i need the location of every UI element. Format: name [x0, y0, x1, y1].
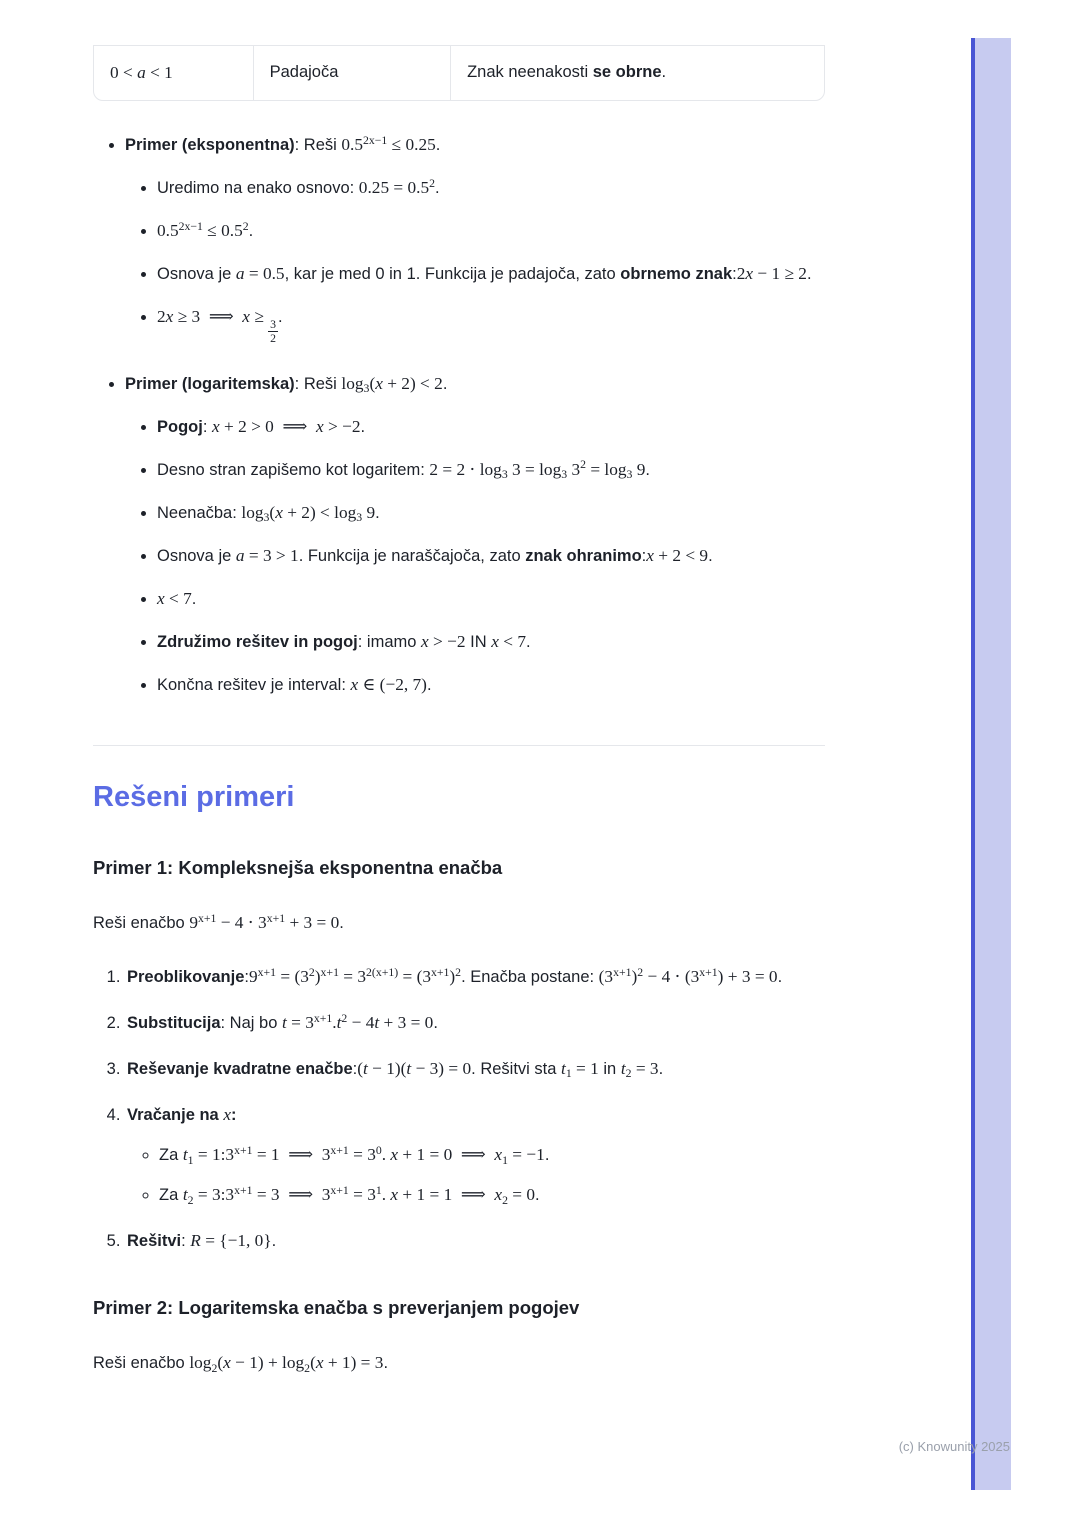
list-item	[125, 1009, 825, 1037]
math-text: t	[363, 1059, 368, 1079]
list-item	[157, 542, 825, 570]
math-text: + 2 < 9	[653, 545, 709, 565]
math-text: (	[217, 1353, 224, 1373]
math-text: t	[336, 1013, 342, 1033]
math-text: ≤ 0.25	[387, 135, 436, 155]
text-run: .	[271, 1232, 277, 1251]
math-text: x	[165, 307, 174, 327]
list-item	[157, 671, 825, 699]
text-run: .	[806, 265, 812, 284]
math-text: t	[281, 1013, 287, 1033]
text-run: znak ohranimo	[525, 546, 642, 565]
numbered-list	[93, 963, 825, 1255]
list-item	[125, 370, 825, 700]
fraction: $\frac{3}{2}$	[270, 317, 277, 346]
text-run: .	[435, 179, 440, 198]
math-text: − 1)(	[367, 1059, 407, 1079]
paragraph	[93, 1349, 825, 1377]
math-text: x	[157, 589, 165, 609]
text-run: : Naj bo	[220, 1014, 282, 1033]
math-text: + $2) < \log_3$	[282, 502, 363, 525]
subsection-heading	[93, 853, 825, 883]
text-run: .	[708, 546, 713, 565]
math-text: x	[494, 1185, 503, 1205]
math-text: < 7	[498, 632, 526, 652]
math-text: .	[332, 1013, 337, 1033]
list-item	[125, 963, 825, 991]
math-text: $0.25 = 0.5^2$	[358, 176, 436, 198]
math-text: + 2) < 2	[382, 373, 443, 393]
list-item	[157, 217, 825, 245]
text-run: se obrne	[592, 63, 662, 81]
math-text: t	[561, 1059, 566, 1079]
text-run: :	[202, 417, 212, 436]
math-text: $0.5^{2x-1}$	[157, 219, 203, 241]
math-text: x	[390, 1185, 399, 1205]
text-run: Neenačba:	[157, 503, 242, 522]
math-text: $3 = \log_3$	[507, 459, 568, 482]
math-text: a	[235, 545, 245, 565]
math-text: − 4	[347, 1013, 375, 1033]
text-run: .	[661, 63, 667, 81]
list-item	[125, 1227, 825, 1255]
text-run: IN	[465, 633, 492, 652]
footer-credit: (c) Knowunity 2025	[898, 1439, 1010, 1454]
math-text: = $\log_3$	[586, 459, 633, 482]
text-run: Reševanje kvadratne enačbe	[127, 1060, 353, 1079]
text-run: Pogoj	[157, 417, 203, 436]
math-text: = {−1, 0}	[200, 1231, 272, 1251]
math-text: (	[357, 1059, 363, 1079]
math-text: = 3 > 1	[244, 545, 299, 565]
math-text: x	[494, 1145, 503, 1165]
list-item	[159, 1141, 825, 1169]
math-text: x	[212, 416, 220, 436]
math-text: + 3 = 0	[285, 912, 340, 932]
text-run: .	[383, 1354, 389, 1373]
math-text: x	[745, 264, 754, 284]
math-text: 2	[736, 264, 746, 284]
text-run: Preoblikovanje	[127, 968, 245, 987]
text-run: .	[375, 503, 380, 522]
list-item	[157, 174, 825, 202]
text-run: : Reši	[294, 136, 342, 155]
text-run: Primer 1: Kompleksnejša eksponentna enačba	[93, 857, 503, 878]
list-item	[125, 131, 825, 346]
math-text: 1	[565, 1067, 572, 1081]
math-text: ($3^{x+1}$	[598, 965, 632, 987]
math-text: ) + 3 = 0	[717, 967, 778, 987]
text-run: Za	[159, 1146, 183, 1165]
math-text: − $1) + \log_2$	[230, 1353, 311, 1375]
text-run: Končna rešitev je interval:	[157, 676, 351, 695]
math-text: = 1 ⟹ $3^{x+1}$	[252, 1143, 349, 1165]
math-text: $9^{x+1}$	[248, 965, 277, 987]
text-run: in	[598, 1060, 621, 1079]
text-run: Rešeni primeri	[93, 781, 295, 814]
math-text: x	[390, 1145, 399, 1165]
section-heading	[93, 780, 825, 815]
list-item	[159, 1181, 825, 1209]
text-run: .	[658, 1060, 664, 1079]
text-run: : Reši	[294, 374, 342, 393]
math-text: 2	[502, 1193, 508, 1207]
math-text: = $3^{2(x+1)}$	[338, 965, 399, 987]
table-row	[93, 45, 825, 101]
math-text: 9	[362, 502, 376, 522]
math-text: x	[375, 373, 383, 393]
math-text: 2	[187, 1193, 194, 1207]
text-run: . Rešitvi sta	[471, 1060, 562, 1079]
text-run: Osnova je	[157, 265, 236, 284]
text-run: .	[278, 308, 283, 327]
math-text: ≥ 3 ⟹	[173, 307, 243, 327]
page-edge-stripe	[975, 38, 1011, 1490]
list-item	[157, 585, 825, 613]
math-text: = $3^{x+1}$	[286, 1011, 333, 1033]
text-run: Primer 2: Logaritemska enačba s preverjanjem pogojev	[93, 1297, 580, 1319]
list-item	[157, 303, 825, 345]
table-cell	[94, 46, 253, 100]
text-run: .	[535, 1186, 540, 1205]
text-run: .	[442, 374, 448, 393]
math-text: = ($3^{x+1}$	[398, 965, 450, 987]
text-run: Uredimo na enako osnovo:	[157, 179, 359, 198]
math-text: x	[223, 1353, 231, 1373]
text-run: :	[181, 1232, 191, 1251]
text-run: . Enačba postane:	[461, 968, 599, 987]
math-text: > −2	[428, 632, 466, 652]
math-text: = $1:3^{x+1}$	[193, 1143, 253, 1165]
math-text: t	[406, 1059, 412, 1079]
math-text: = 0	[507, 1185, 536, 1205]
math-text: − $4 \cdot 3^{x+1}$	[216, 911, 286, 932]
text-run: .	[645, 460, 651, 479]
math-text: − 3) = 0	[411, 1059, 472, 1079]
text-run: obrnemo znak	[620, 265, 733, 284]
text-run: Reši enačbo	[93, 913, 190, 932]
list-item	[157, 499, 825, 527]
text-run: Za	[159, 1186, 183, 1205]
text-run: .	[360, 417, 366, 436]
text-run: .	[191, 590, 197, 609]
list-item	[157, 628, 825, 656]
text-run: .	[526, 633, 531, 652]
table-cell	[450, 46, 824, 100]
math-text: )$^{x+1}$	[314, 965, 339, 987]
math-text: t	[182, 1185, 188, 1205]
list-item	[125, 1055, 825, 1083]
math-text: = 3 ⟹ $3^{x+1}$	[252, 1183, 349, 1205]
math-text: a	[137, 63, 146, 82]
table-cell	[253, 46, 450, 100]
math-text: = $3^1$	[348, 1183, 382, 1205]
paragraph	[93, 909, 825, 937]
math-text: + 1 = 1 ⟹	[398, 1185, 495, 1205]
bullet-list	[125, 413, 825, 699]
math-text: x	[646, 545, 654, 565]
text-run: Osnova je	[157, 546, 236, 565]
math-text	[268, 307, 278, 346]
math-text: 2	[625, 1067, 632, 1081]
math-text: x	[421, 632, 429, 652]
math-text: $\log_3$	[241, 502, 270, 525]
text-run: .	[339, 913, 344, 932]
math-text: + 2 > 0 ⟹	[219, 416, 316, 436]
text-run: Primer (logaritemska)	[125, 374, 295, 393]
math-text: $2 = 2 \cdot \log_3$	[429, 459, 508, 482]
math-text: 9	[632, 459, 646, 479]
text-run: , kar je med 0 in 1. Funkcija je padajoča, zato	[284, 265, 621, 284]
math-text: = 0.5	[244, 264, 285, 284]
math-text: x	[242, 307, 250, 327]
text-run: Primer (eksponentna)	[125, 136, 295, 155]
list-item	[125, 1101, 825, 1209]
math-text: (	[310, 1353, 316, 1373]
text-run: Vračanje na	[127, 1106, 224, 1125]
list-item	[157, 413, 825, 441]
math-text: x	[315, 1353, 324, 1373]
math-text: = ($3^2$	[276, 965, 315, 987]
text-run: Substitucija	[127, 1014, 221, 1033]
math-text: = $3^0$	[348, 1143, 382, 1165]
math-text: 2	[341, 1011, 348, 1025]
math-text: $\log_2$	[189, 1353, 218, 1375]
text-run: Znak neenakosti	[467, 63, 593, 81]
subsection-heading	[93, 1293, 825, 1323]
math-text: 1	[502, 1153, 508, 1167]
math-text: ≤ $0.5^2$	[202, 219, 249, 241]
math-text: x	[275, 502, 283, 522]
math-text: $\log_3$	[341, 373, 370, 395]
math-text: ≥	[249, 307, 269, 327]
text-run: Desno stran zapišemo kot logaritem:	[157, 460, 430, 479]
text-run: .	[777, 968, 783, 987]
math-text: 1	[187, 1153, 194, 1167]
math-text: )$^2$	[631, 965, 644, 987]
text-run: .	[433, 1014, 438, 1033]
text-run: .	[544, 1146, 550, 1165]
math-text: < 1	[145, 63, 173, 82]
math-text: > −2	[323, 416, 361, 436]
text-run: Združimo rešitev in pogoj	[157, 633, 358, 652]
math-text: = 1	[571, 1059, 599, 1079]
bullet-list	[125, 174, 825, 346]
text-run: . Funkcija je naraščajoča, zato	[298, 546, 526, 565]
math-text: .	[381, 1185, 391, 1205]
text-run: Rešitvi	[127, 1232, 182, 1251]
text-run: :	[732, 265, 737, 284]
text-run: .	[248, 222, 254, 241]
math-text: (	[269, 502, 276, 522]
text-run: .	[435, 136, 441, 155]
text-run: :	[352, 1060, 358, 1079]
math-text: 0 <	[110, 63, 138, 82]
math-text: t	[620, 1059, 626, 1079]
math-text: + 1) = 3	[323, 1353, 384, 1373]
text-run: Padajoča	[269, 63, 339, 81]
math-text: R	[190, 1231, 201, 1251]
text-run: :	[244, 968, 249, 987]
math-text: x	[491, 632, 499, 652]
math-text: a	[235, 264, 245, 284]
math-text: 2	[157, 307, 166, 327]
bullet-list	[93, 131, 825, 699]
math-text: = −1	[507, 1145, 545, 1165]
text-run: :	[641, 546, 647, 565]
math-text: + 3 = 0	[379, 1013, 434, 1033]
math-text: + 1 = 0 ⟹	[398, 1145, 495, 1165]
math-text: < 7	[164, 589, 192, 609]
math-text: − 1 ≥ 2	[753, 264, 807, 284]
math-text: x	[350, 675, 359, 695]
math-text: .	[381, 1145, 391, 1165]
math-text: x	[223, 1105, 231, 1125]
math-text: t	[182, 1145, 188, 1165]
divider	[93, 745, 825, 746]
math-text: $3^2$	[567, 458, 586, 479]
math-text: x	[315, 416, 324, 436]
text-run: Reši enačbo	[93, 1354, 190, 1373]
math-text: $0.5^{2x-1}$	[341, 133, 388, 155]
math-text: ∈ (−2, 7)	[358, 675, 427, 695]
math-text: t	[374, 1013, 380, 1033]
text-run: .	[426, 676, 432, 695]
list-item	[157, 260, 825, 288]
document-body	[93, 45, 825, 1378]
bullet-list	[127, 1141, 825, 1209]
list-item	[157, 456, 825, 484]
math-text: = 3	[631, 1059, 659, 1079]
math-text: (	[369, 373, 376, 393]
math-text: $9^{x+1}$	[189, 911, 217, 932]
math-text: = $3:3^{x+1}$	[193, 1183, 253, 1205]
math-text: − $4 \cdot (3^{x+1}$	[643, 965, 718, 987]
math-text: )$^2$	[449, 965, 462, 987]
text-run: :	[231, 1106, 237, 1125]
text-run: : imamo	[357, 633, 422, 652]
